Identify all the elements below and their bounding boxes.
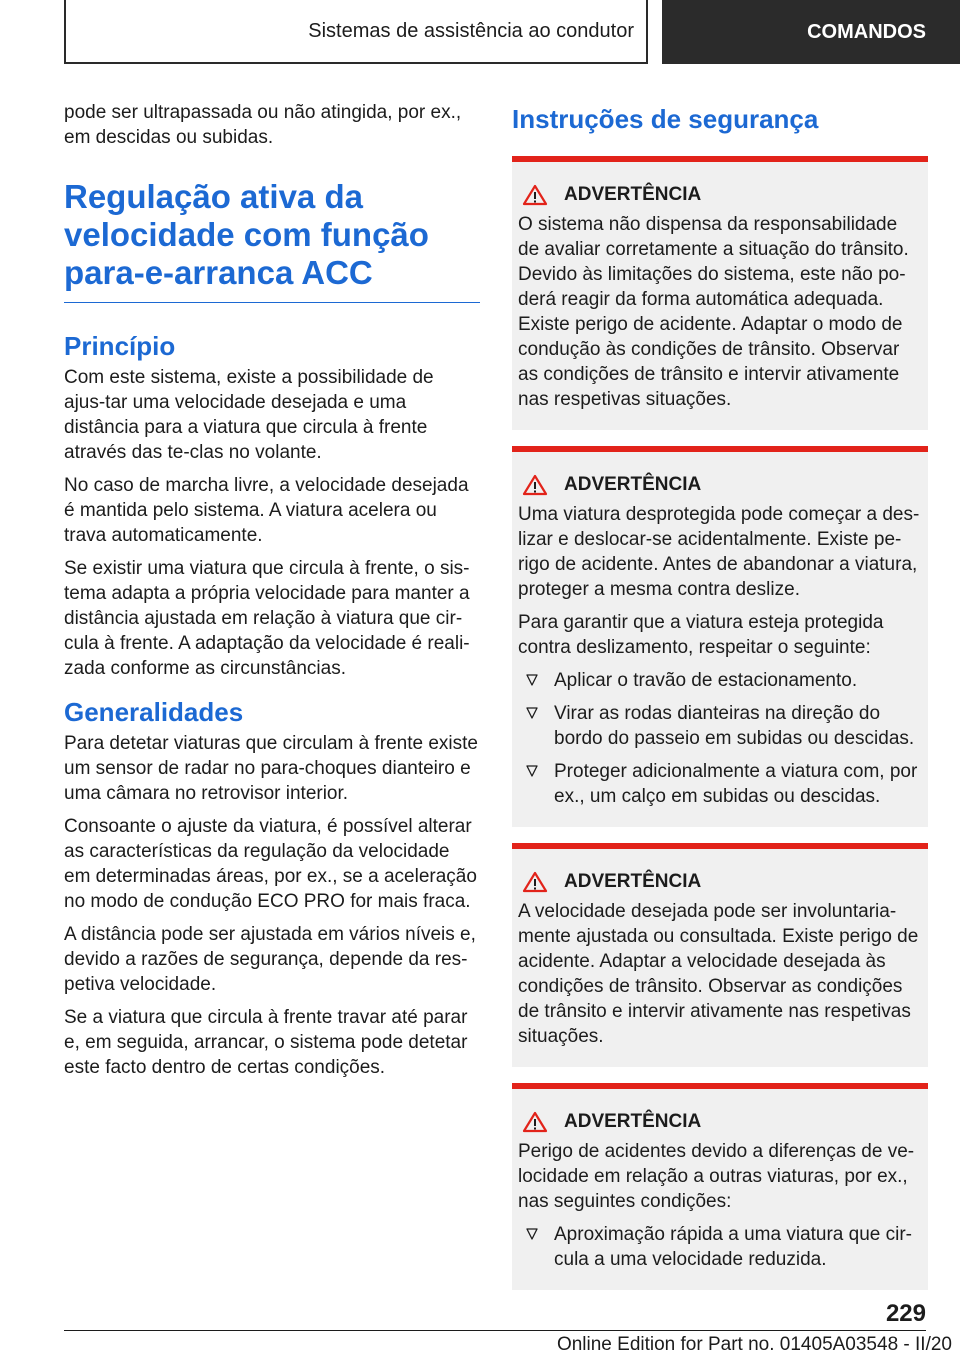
list-item <box>518 668 922 693</box>
warning-title-label: ADVERTÊNCIA <box>564 184 702 205</box>
warning-paragraph: O sistema não dispensa da responsabilidade de avaliar corretamente a situação do trânsito. Devido às limitações do sistema, este não po-derá reagir da forma automática adequada. Existe perigo de acidente. Adaptar o modo de condução às condições de trânsito. Observar as condições de trânsito e intervir ativamente nas respetivas situações. <box>518 214 909 410</box>
principio-paragraph-2: No caso de marcha livre, a velocidade desejada é mantida pelo sistema. A viatura acelera ou trava automaticamente. <box>64 475 469 546</box>
list-item <box>518 759 922 809</box>
footer-divider <box>64 1330 926 1331</box>
warning-triangle-icon <box>522 474 548 496</box>
warning-title-label: ADVERTÊNCIA <box>564 1111 702 1132</box>
page-title: Regulação ativa da velocidade com função para-e-arranca ACC <box>64 158 480 303</box>
list-item-text: Aplicar o travão de estacionamento. <box>554 670 858 691</box>
footer-edition: Online Edition for Part no. 01405A03548 - II/20 <box>556 1334 952 1355</box>
generalidades-paragraph-4: Se a viatura que circula à frente travar até parar e, em seguida, arrancar, o sistema pode detetar este facto dentro de certas condições. <box>64 1007 468 1078</box>
warning-bullet-list <box>518 1222 922 1272</box>
heading-generalidades: Generalidades <box>64 697 244 727</box>
principio-paragraph-1: Com este sistema, existe a possibilidade de ajus-tar uma velocidade desejada e uma distância para a viatura que circula à frente através das te-clas no volante. <box>64 367 434 463</box>
principio-paragraph-3: Se existir uma viatura que circula à frente, o sis-tema adapta a própria velocidade para manter a distância ajustada em relação à viatura que cir-cula à frente. A adaptação da velocidade é reali-zada conforme as circunstâncias. <box>64 558 470 679</box>
triangle-bullet-icon <box>526 765 538 777</box>
list-item-text: Aproximação rápida a uma viatura que cir-cula a uma velocidade reduzida. <box>554 1224 913 1270</box>
warning-box-4 <box>512 1083 928 1290</box>
right-column <box>512 100 928 1306</box>
header-chapter-label: COMANDOS <box>807 20 926 43</box>
list-item <box>518 701 922 751</box>
heading-seguranca: Instruções de segurança <box>512 104 819 134</box>
header-section-label: Sistemas de assistência ao condutor <box>308 19 634 42</box>
header-chapter-tab <box>662 0 960 64</box>
intro-paragraph: pode ser ultrapassada ou não atingida, por ex., em descidas ou subidas. <box>64 102 462 148</box>
warning-box-2 <box>512 446 928 827</box>
generalidades-paragraph-1: Para detetar viaturas que circulam à frente existe um sensor de radar no para-choques dianteiro e uma câmara no retrovisor interior. <box>64 733 478 804</box>
warning-triangle-icon <box>522 184 548 206</box>
warning-title <box>518 871 922 893</box>
triangle-bullet-icon <box>526 707 538 719</box>
warning-bullet-list <box>518 668 922 809</box>
page-number: 229 <box>885 1300 926 1327</box>
list-item-text: Virar as rodas dianteiras na direção do bordo do passeio em subidas ou descidas. <box>554 703 915 749</box>
triangle-bullet-icon <box>526 1228 538 1240</box>
warning-box-3 <box>512 843 928 1067</box>
header-section-title <box>64 0 648 64</box>
generalidades-paragraph-3: A distância pode ser ajustada em vários níveis e, devido a razões de segurança, depende da res-petiva velocidade. <box>64 924 476 995</box>
warning-box-1 <box>512 156 928 430</box>
warning-title <box>518 184 922 206</box>
heading-principio: Princípio <box>64 331 176 361</box>
warning-paragraph: A velocidade desejada pode ser involuntaria-mente ajustada ou consultada. Existe perigo de acidente. Adaptar a velocidade desejada às condições de trânsito. Observar as condições de trânsito e intervir ativamente nas respetivas situações. <box>518 901 919 1047</box>
warning-title <box>518 474 922 496</box>
list-item <box>518 1222 922 1272</box>
warning-paragraph: Para garantir que a viatura esteja protegida contra deslizamento, respeitar o seguinte: <box>518 612 884 658</box>
list-item-text: Proteger adicionalmente a viatura com, por ex., um calço em subidas ou descidas. <box>554 761 918 807</box>
warning-title <box>518 1111 922 1133</box>
triangle-bullet-icon <box>526 674 538 686</box>
left-column <box>64 100 480 1088</box>
warning-paragraph: Uma viatura desprotegida pode começar a des-lizar e deslocar-se acidentalmente. Existe pe-rigo de acidente. Antes de abandonar a viatura, proteger a mesma contra deslize. <box>518 504 920 600</box>
warning-triangle-icon <box>522 1111 548 1133</box>
warning-title-label: ADVERTÊNCIA <box>564 474 702 495</box>
warning-triangle-icon <box>522 871 548 893</box>
warning-paragraph: Perigo de acidentes devido a diferenças de ve-locidade em relação a outras viaturas, por ex., nas seguintes condições: <box>518 1141 915 1212</box>
generalidades-paragraph-2: Consoante o ajuste da viatura, é possível alterar as características da regulação da velocidade em determinadas áreas, por ex., se a aceleração no modo de condução ECO PRO for mais fraca. <box>64 816 477 912</box>
warning-title-label: ADVERTÊNCIA <box>564 871 702 892</box>
